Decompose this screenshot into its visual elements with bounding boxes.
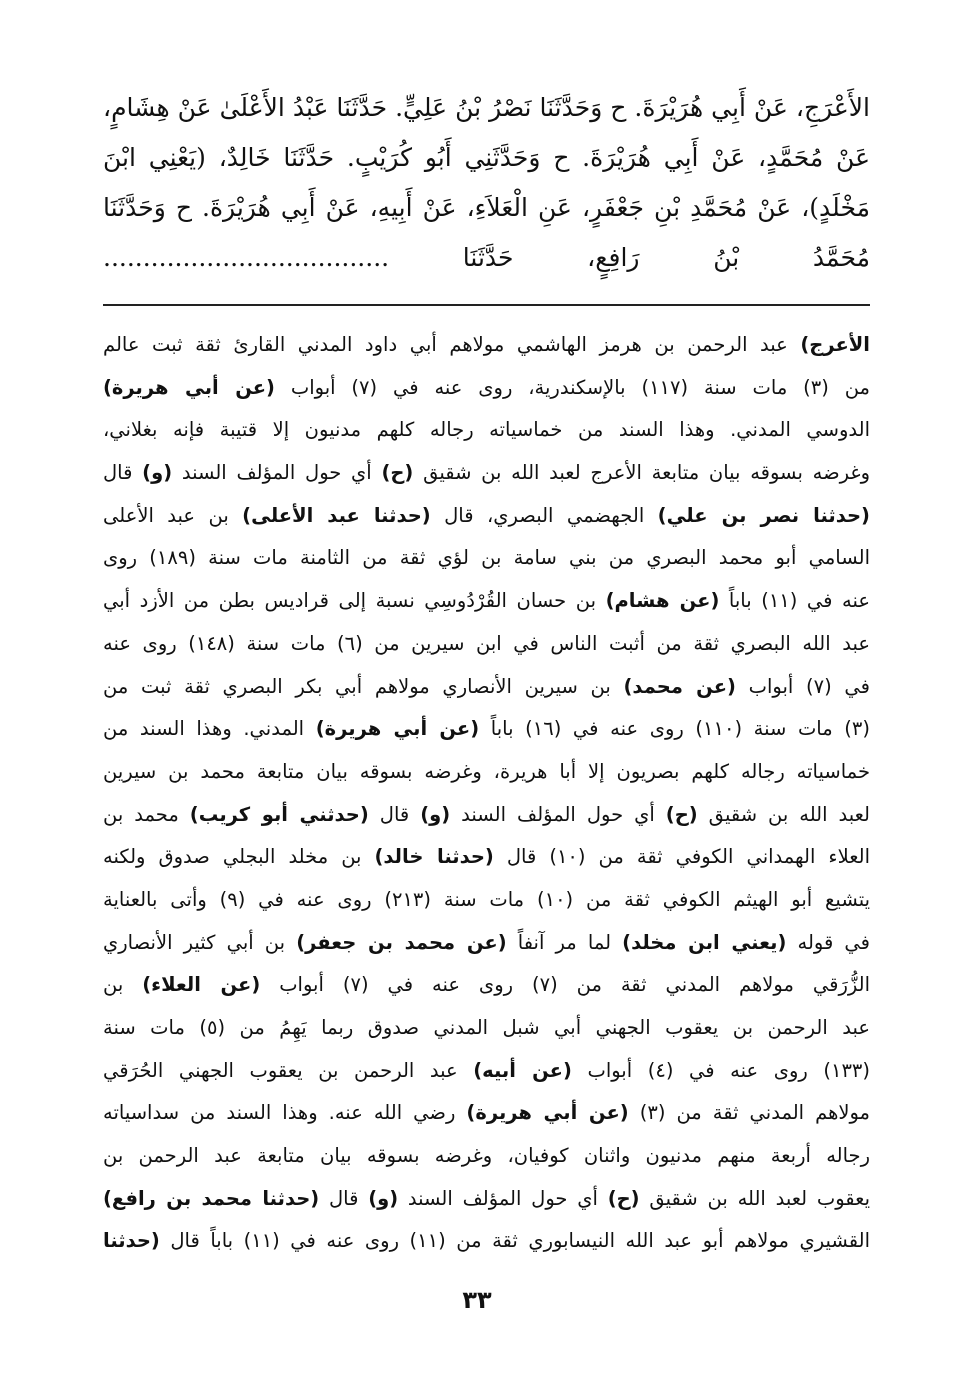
bold-narrator-term: (عن محمد بن جعفر) xyxy=(296,930,507,954)
commentary-segment: قال xyxy=(103,461,143,485)
bold-narrator-term: (عن أبي هريرة) xyxy=(315,717,480,741)
commentary-line xyxy=(103,794,870,837)
commentary-segment: أي حول المؤلف السند xyxy=(450,802,666,826)
bold-narrator-term: (حدثنا عبد الأعلى) xyxy=(242,503,431,527)
bold-narrator-term: (و) xyxy=(142,461,173,485)
commentary-line xyxy=(103,324,870,367)
bold-narrator-term: (ح) xyxy=(381,461,414,485)
bold-narrator-term: (عن هشام) xyxy=(605,589,720,613)
commentary-line xyxy=(103,1050,870,1093)
commentary-segment: (٣) مات سنة (١١٠) روى عنه في (١٦) باباً xyxy=(479,717,871,741)
bold-narrator-term: (ح) xyxy=(607,1186,640,1210)
page-number: ٣٣ xyxy=(462,1286,492,1314)
commentary-line xyxy=(103,666,870,709)
bold-narrator-term: (حدثنا نصر بن علي) xyxy=(657,503,870,527)
commentary-line xyxy=(103,580,870,623)
commentary-line xyxy=(103,537,870,580)
commentary-line xyxy=(103,495,870,538)
commentary-line xyxy=(103,623,870,666)
commentary-segment: يتشيع أبو الهيثم الكوفي ثقة من (١٠) مات سنة (٢١٣) روى عنه في (٩) وأتى بالعناية xyxy=(103,887,871,911)
bold-narrator-term: (و) xyxy=(420,802,451,826)
commentary-segment: رضي الله عنه. وهذا السند من سداسياته xyxy=(103,1101,467,1125)
commentary-line xyxy=(103,836,870,879)
commentary-text xyxy=(103,324,870,1263)
commentary-segment: أي حول المؤلف السند xyxy=(398,1186,608,1210)
bold-narrator-term: (حدثنا خالد) xyxy=(374,845,494,869)
commentary-segment: مولاهم المدني ثقة من (٣) xyxy=(628,1101,871,1125)
commentary-line xyxy=(103,1007,870,1050)
bold-narrator-term: (عن العلاء) xyxy=(142,973,261,997)
commentary-line xyxy=(103,879,870,922)
commentary-segment: عبد الرحمن بن هرمز الهاشمي مولاهم أبي داود المدني القارئ ثقة ثبت عالم xyxy=(103,333,801,356)
commentary-line xyxy=(103,1135,870,1178)
bold-narrator-term: (حدثني أبو كريب) xyxy=(189,802,369,826)
commentary-segment: لما مر آنفاً xyxy=(506,930,623,954)
commentary-segment: الجهضمي البصري، قال xyxy=(430,503,658,527)
commentary-segment: في (٧) أبواب xyxy=(735,674,870,698)
hadith-line: الأَعْرَجِ، عَنْ أَبِي هُرَيْرَةَ. ح وَحَدَّثَنَا نَصْرُ بْنُ عَلِيٍّ. حَدَّثَنَا عَبْدُ الأَعْلَىٰ عَنْ هِشَامٍ، xyxy=(103,93,870,122)
commentary-segment: من (٣) مات سنة (١١٧) بالإسكندرية، روى عنه في (٧) أبواب xyxy=(274,375,871,399)
commentary-segment: بن سيرين الأنصاري مولاهم أبي بكر البصري ثقة ثبت من xyxy=(103,674,624,698)
bold-narrator-term: (حدثنا xyxy=(103,1229,160,1253)
hadith-line: مُحَمَّدُ بْنُ رَافِعٍ، حَدَّثَنَا .................................... xyxy=(103,243,870,272)
commentary-segment: وغرضه بسوقه بيان متابعة الأعرج لعبد الله بن شقيق xyxy=(413,461,870,485)
commentary-segment: السامي أبو محمد البصري من بني سامة بن لؤي ثقة من الثامنة مات سنة (١٨٩) روى xyxy=(103,546,870,570)
bold-narrator-term: (يعني ابن مخلد) xyxy=(622,930,787,954)
commentary-line xyxy=(103,1220,870,1263)
commentary-segment: عبد الرحمن بن يعقوب الجهني أبي شبل المدني صدوق ربما يَهِمُ من (٥) مات سنة xyxy=(103,1016,870,1039)
commentary-line xyxy=(103,452,870,495)
hadith-line: مَخْلَدٍ)، عَنْ مُحَمَّدِ بْنِ جَعْفَرٍ، عَنِ الْعَلاَءِ، عَنْ أَبِيهِ، عَنْ أَبِي هُرَيْرَةَ. ح وَحَدَّثَنَا xyxy=(103,193,870,222)
commentary-line xyxy=(103,1092,870,1135)
commentary-segment: عبد الله البصري ثقة من أثبت الناس في ابن سيرين من (٦) مات سنة (١٤٨) روى عنه xyxy=(103,631,871,655)
bold-narrator-term: (عن أبي هريرة) xyxy=(466,1101,629,1125)
commentary-segment: عبد الرحمن بن يعقوب الجهني الحُرَقي xyxy=(103,1058,474,1082)
bold-narrator-term: (عن محمد) xyxy=(623,674,736,698)
commentary-segment: عنه في (١١) باباً xyxy=(719,589,870,613)
commentary-line xyxy=(103,367,870,410)
commentary-segment: في قوله xyxy=(786,930,871,954)
commentary-line xyxy=(103,922,870,965)
commentary-segment: العلاء الهمداني الكوفي ثقة من (١٠) قال xyxy=(493,845,871,869)
commentary-segment: بن مخلد البجلي صدوق ولكنه xyxy=(103,845,375,869)
hadith-line: عَنْ مُحَمَّدٍ، عَنْ أَبِي هُرَيْرَةَ. ح وَحَدَّثَنِي أَبُو كُرَيْبٍ. حَدَّثَنَا خَالِدٌ، (يَعْنِي ابْنَ xyxy=(103,143,870,172)
commentary-line xyxy=(103,751,870,794)
bold-narrator-term: (عن أبيه) xyxy=(473,1058,572,1082)
commentary-segment: القشيري مولاهم أبو عبد الله النيسابوري ثقة من (١١) روى عنه في (١١) باباً قال xyxy=(159,1229,871,1253)
hadith-text xyxy=(103,83,870,283)
commentary-line xyxy=(103,1178,870,1221)
commentary-segment: بن عبد الأعلى xyxy=(103,503,243,527)
commentary-segment: لعبد الله بن شقيق xyxy=(697,802,871,826)
bold-narrator-term: (و) xyxy=(368,1186,399,1210)
commentary-segment: قال xyxy=(319,1186,369,1210)
bold-narrator-term: (عن أبي هريرة) xyxy=(103,375,275,399)
commentary-segment: الزُّرَقي مولاهم المدني ثقة من (٧) روى عنه في (٧) أبواب xyxy=(260,973,870,997)
commentary-segment: محمد بن xyxy=(103,802,190,826)
commentary-line xyxy=(103,409,870,452)
commentary-line xyxy=(103,708,870,751)
commentary-segment: بن حسان القُرْدُوسِي نسبة إلى قراديس بطن من الأزد أبي xyxy=(103,589,606,613)
commentary-segment: أي حول المؤلف السند xyxy=(172,461,382,485)
commentary-segment: بن xyxy=(103,973,143,997)
commentary-segment: قال xyxy=(368,802,421,826)
commentary-segment: خماسياته رجاله كلهم بصريون إلا أبا هريرة، وغرضه بسوقه بيان متابعة محمد بن سيرين xyxy=(103,759,870,783)
commentary-segment: يعقوب لعبد الله بن شقيق xyxy=(639,1186,870,1210)
bold-narrator-term: (حدثنا محمد بن رافع) xyxy=(103,1186,320,1210)
commentary-segment: (١٣٣) روى عنه في (٤) أبواب xyxy=(571,1058,871,1082)
footnote-divider xyxy=(103,304,870,306)
commentary-line xyxy=(103,964,870,1007)
bold-narrator-term: (ح) xyxy=(665,802,698,826)
commentary-segment: الدوسي المدني. وهذا السند من خماسياته رجاله كلهم مدنيون إلا قتيبة فإنه بغلاني، xyxy=(103,418,870,442)
commentary-segment: رجاله أربعة منهم مدنيون واثنان كوفيان، وغرضه بسوقه بيان متابعة عبد الرحمن بن xyxy=(103,1144,870,1168)
commentary-segment: بن أبي كثير الأنصاري xyxy=(103,930,297,954)
commentary-segment: المدني. وهذا السند من xyxy=(103,717,316,741)
bold-narrator-term: الأعرج) xyxy=(800,333,870,356)
